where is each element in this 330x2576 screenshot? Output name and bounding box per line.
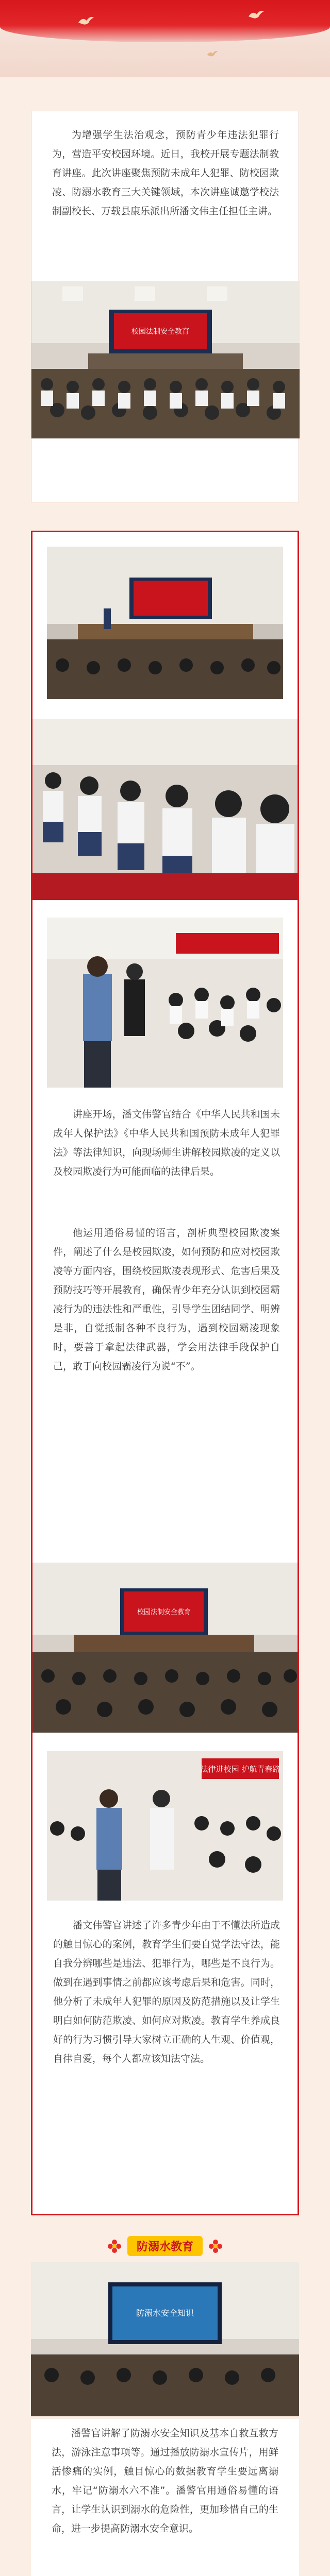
officer-speaking-photo bbox=[47, 918, 283, 1088]
lecture-paragraph-2: 他运用通俗易懂的语言，剖析典型校园欺凌案件，阐述了什么是校园欺凌，如何预防和应对校园欺凌等方面内容，围绕校园欺凌表现形式、危害后果及预防技巧等开展教育，确保青少年充分认识到校园霸凌行为的违法性和严重性，引导学生团结同学、明辨是非，自觉抵制各种不良行为，遇到校园霸凌现象时，要善于拿起法律武器，学会用法律手段保护自己，敢于向校园霸凌行为说“不”。 bbox=[53, 1227, 280, 1372]
drowning-section bbox=[31, 2215, 299, 2576]
header-banner bbox=[0, 0, 330, 77]
dove-icon bbox=[206, 49, 219, 57]
lecture-section-card bbox=[31, 531, 299, 2215]
screen-text: 防溺水安全知识 bbox=[136, 2308, 194, 2318]
back-banner-text: 法律进校园 护航青春路 bbox=[200, 1765, 280, 1774]
students-listening-photo bbox=[32, 719, 298, 900]
dove-icon bbox=[77, 15, 95, 26]
drowning-video-photo bbox=[31, 2262, 299, 2416]
drowning-text-panel bbox=[31, 2419, 299, 2576]
officer-with-student-photo bbox=[47, 1751, 283, 1901]
intro-card bbox=[31, 111, 299, 502]
screen-text: 校园法制安全教育 bbox=[131, 328, 189, 336]
auditorium-photo bbox=[32, 1563, 298, 1733]
flower-icon bbox=[208, 2239, 223, 2253]
lecture-paragraph-3: 潘文伟警官讲述了许多青少年由于不懂法所造成的触目惊心的案例，教育学生们要自觉学法守法，能自我分辨哪些是违法、犯罪行为，哪些是不良行为。做到在遇到事情之前都应该考虑后果和危害。同时，他分析了未成年人犯罪的原因及防范措施以及让学生明白如何防范欺凌、如何应对欺凌。教育学生养成良好的行为习惯引导大家树立正确的人生观、价值观，自律自爱，每个人都应该知法守法。 bbox=[53, 1920, 280, 2064]
stage-photo bbox=[47, 547, 283, 699]
lecture-paragraph-1: 讲座开场，潘文伟警官结合《中华人民共和国未成年人保护法》《中华人民共和国预防未成年人犯罪法》等法律知识，向现场师生讲解校园欺凌的定义以及校园欺凌行为可能面临的法律后果。 bbox=[53, 1109, 280, 1177]
dove-icon bbox=[248, 9, 265, 20]
lecture-hall-photo bbox=[31, 281, 300, 438]
drowning-paragraph: 潘警官讲解了防溺水安全知识及基本自救互救方法，游泳注意事项等。通过播放防溺水宣传片，用鲜活惨痛的实例，触目惊心的数据教育学生要远离溺水，牢记“防溺水六不准”。潘警官用通俗易懂的语言，让学生认识到溺水的危险性，更加珍惜自己的生命，进一步提高防溺水安全意识。 bbox=[52, 2428, 278, 2534]
drowning-section-title bbox=[31, 2236, 299, 2256]
header-red-band bbox=[0, 0, 330, 42]
intro-paragraph: 为增强学生法治观念，预防青少年违法犯罪行为，营造平安校园环境。近日，我校开展专题法制教育讲座。此次讲座聚焦预防未成年人犯罪、防校园欺凌、防溺水教育三大关键领域，本次讲座诚邀学校法制副校长、万载县康乐派出所潘文伟主任担任主讲。 bbox=[52, 129, 279, 217]
flower-icon bbox=[107, 2239, 122, 2253]
drowning-title-label: 防溺水教育 bbox=[127, 2236, 203, 2256]
screen-text: 校园法制安全教育 bbox=[137, 1608, 191, 1616]
